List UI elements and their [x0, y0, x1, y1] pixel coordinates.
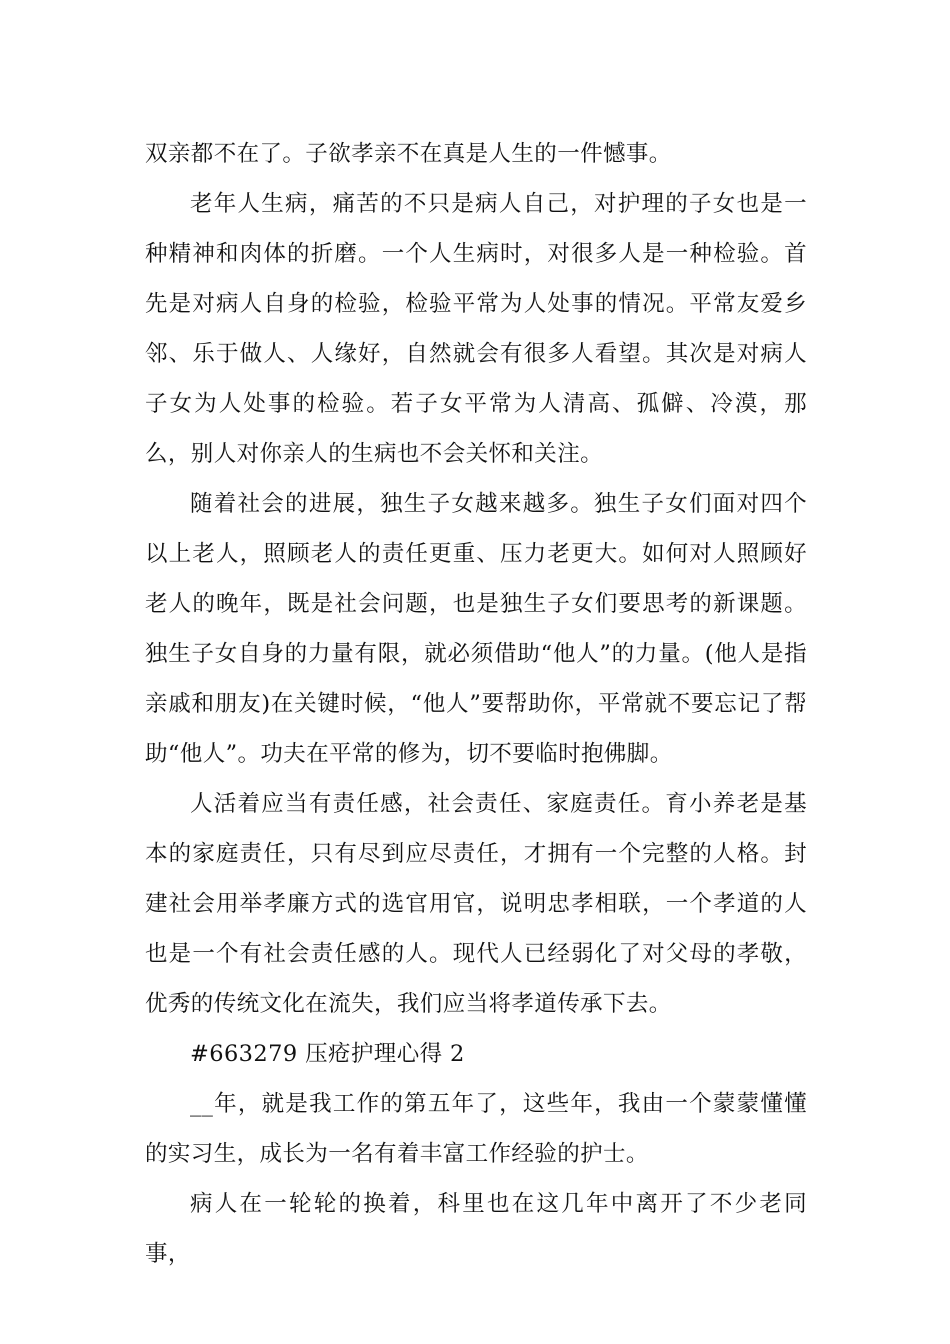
paragraph-2: 老年人生病，痛苦的不只是病人自己，对护理的子女也是一种精神和肉体的折磨。一个人生病时，对很多人是一种检验。首先是对病人自身的检验，检验平常为人处事的情况。平常友爱乡邻、乐于做人、人缘好，自然就会有很多人看望。其次是对病人子女为人处事的检验。若子女平常为人清高、孤僻、冷漠，那么，别人对你亲人的生病也不会关怀和关注。 — [145, 191, 807, 467]
document-body — [145, 129, 807, 1279]
paragraph-5: __年，就是我工作的第五年了，这些年，我由一个蒙蒙懂懂的实习生，成长为一名有着丰富工作经验的护士。 — [145, 1091, 807, 1167]
section-heading: #663279 压疮护理心得 2 — [190, 1041, 465, 1067]
paragraph-4: 人活着应当有责任感，社会责任、家庭责任。育小养老是基本的家庭责任，只有尽到应尽责任，才拥有一个完整的人格。封建社会用举孝廉方式的选官用官，说明忠孝相联，一个孝道的人也是一个有社会责任感的人。现代人已经弱化了对父母的孝敬，优秀的传统文化在流失，我们应当将孝道传承下去。 — [145, 791, 807, 1017]
paragraph-6: 病人在一轮轮的换着，科里也在这几年中离开了不少老同事， — [145, 1191, 807, 1267]
paragraph-1: 双亲都不在了。子欲孝亲不在真是人生的一件憾事。 — [145, 141, 672, 167]
paragraph-3: 随着社会的进展，独生子女越来越多。独生子女们面对四个以上老人，照顾老人的责任更重、压力老更大。如何对人照顾好老人的晚年，既是社会问题，也是独生子女们要思考的新课题。独生子女自身的力量有限，就必须借助“他人”的力量。(他人是指亲戚和朋友)在关键时候，“他人”要帮助你，平常就不要忘记了帮助“他人”。功夫在平常的修为，切不要临时抱佛脚。 — [145, 491, 807, 767]
